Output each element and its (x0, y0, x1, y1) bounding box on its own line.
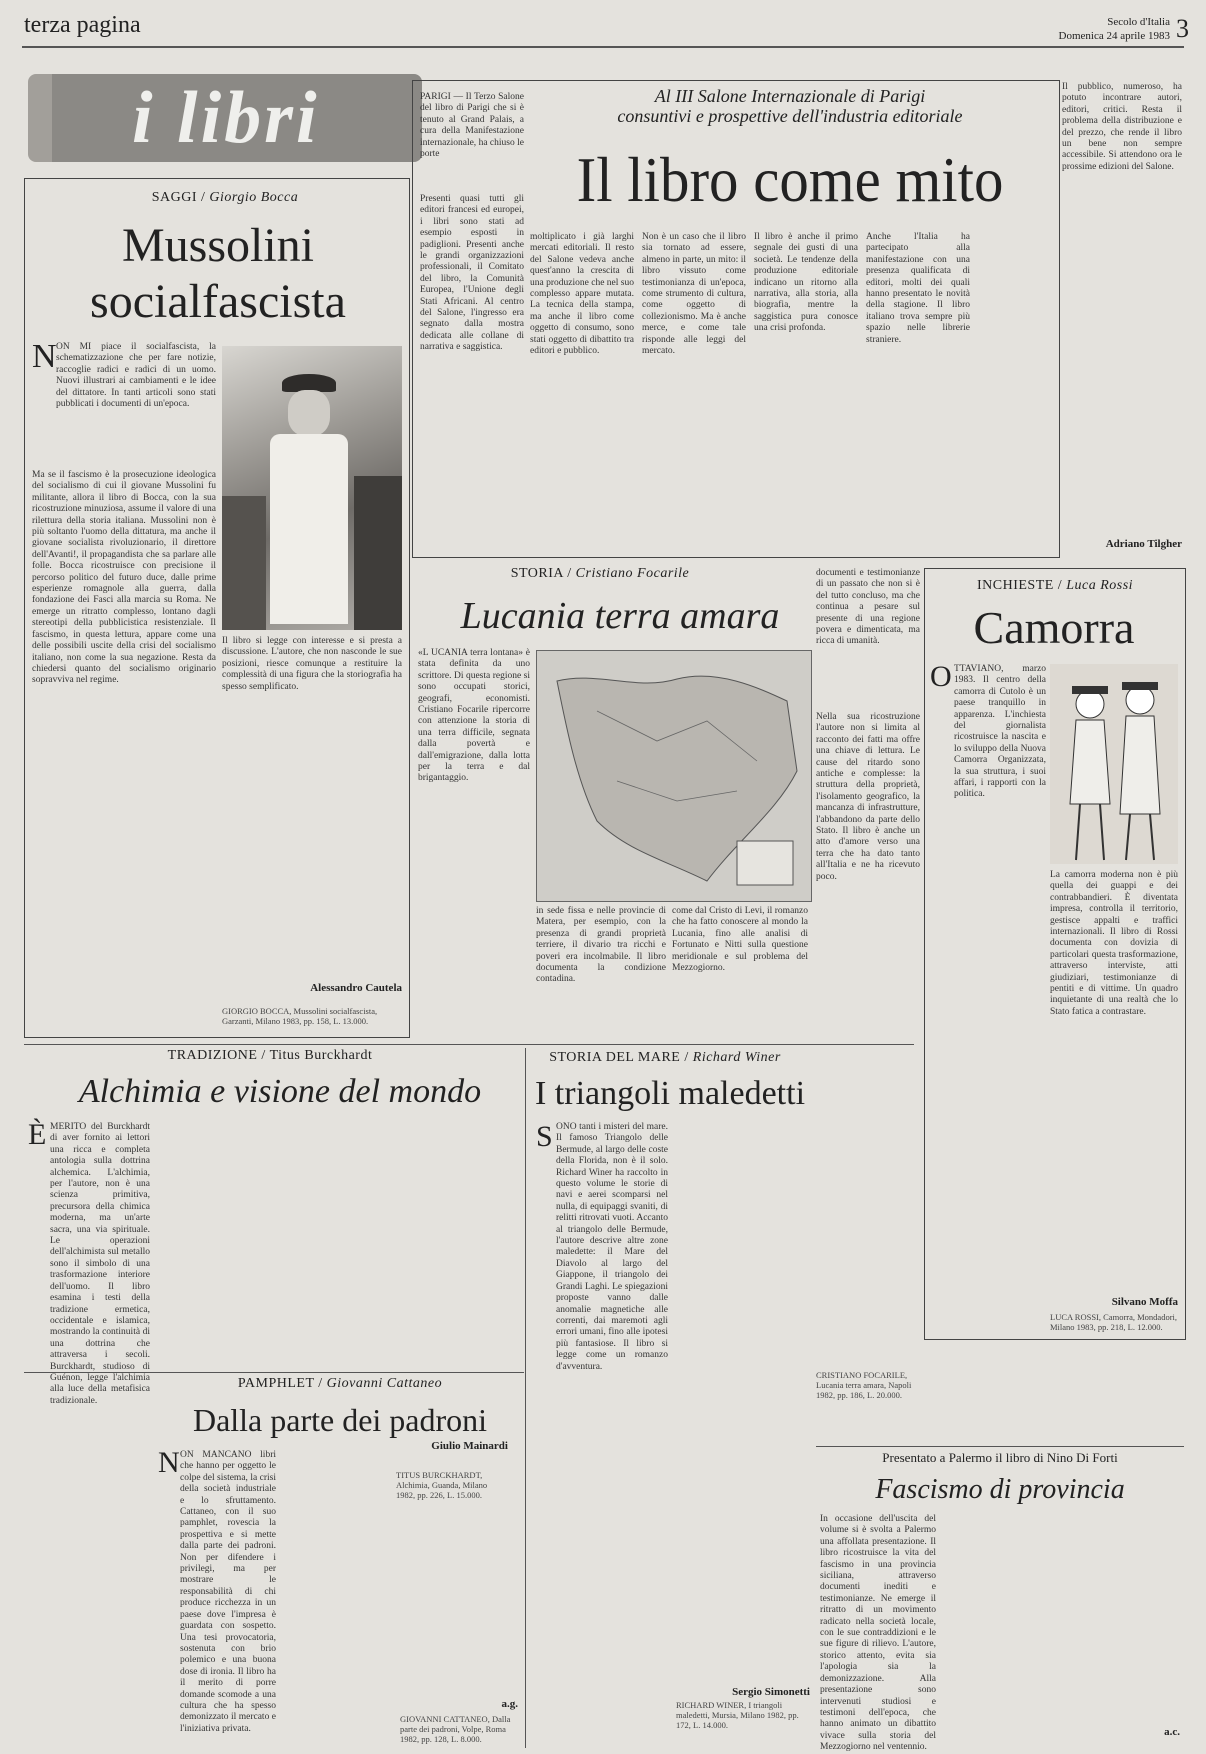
alchimia-body: MERITO del Burckhardt di aver fornito ai lettori una ricca e completa antologia sulla dottrina alchemica. L'alchimia, per l'autore, non è una scienza primitiva, precursora della chimica moderna, ma un'arte sacra, una via spirituale. Le operazioni dell'alchimista sul metallo sono il simbolo di una trasformazione interiore dell'uomo. Il libro esamina i testi della tradizione ermetica, occidentale e islamica, mostrando la continuità di una dottrina che attraversa i secoli. Burckhardt, studioso di Guénon, legge l'alchimia alla luce della metafisica tradizionale. (50, 1122, 150, 1406)
fascismo-signature: a.c. (1164, 1726, 1180, 1738)
kicker-author: Luca Rossi (1066, 578, 1134, 593)
kicker-label: PAMPHLET (237, 1376, 315, 1391)
salon-title: Il libro come mito (576, 144, 1004, 215)
lucania-body5: Nella sua ricostruzione l'autore non si limita al racconto dei fatti ma offre una chiave di lettura. Le cause del ritardo sono antiche e complesse: la struttura della proprietà, l'isolamento geografico, la mancanza di infrastrutture, l'abbandono da parte dello Stato. Il libro è anche un atto d'amore verso una terra che ha dato tanto all'Italia e ne ha ricevuto poco. (816, 712, 920, 882)
fascismo-rule (816, 1446, 1184, 1447)
alchimia-dropcap: È (28, 1118, 47, 1151)
lucania-title: Lucania terra amara (460, 595, 780, 637)
salon-dateline: PARIGI — Il Terzo Salone del libro di Parigi che si è tenuto al Grand Palais, a cura della Manifestazione internazionale, ha chiuso le porte (420, 92, 524, 160)
paper-name: Secolo d'Italia (1107, 16, 1170, 28)
salon-col2: moltiplicato i già larghi mercati editoriali. Il resto del Salone vedeva anche quest'anno la crescita di una produzione che nel suo complesso appare mutata. La tecnica della stampa, ma anche il libro come oggetto di consumo, sono stati oggetto di dibattito tra editori e pubblico. (530, 232, 634, 357)
pamphlet-kicker: PAMPHLET / Giovanni Cattaneo (237, 1376, 443, 1391)
salon-col6: Il pubblico, numeroso, ha potuto incontrare autori, editori, critici. Resta il problema della distribuzione e del prezzo, che rende il libro un bene non sempre accessibile. Si attendono ora le prossime edizioni del Salone. (1062, 82, 1182, 172)
fascismo-col3 (1064, 1514, 1180, 1724)
camorra-dropcap: O (930, 660, 952, 693)
pamphlet-rule (24, 1372, 524, 1373)
books-logo (28, 74, 422, 162)
pamphlet-signature: a.g. (501, 1698, 518, 1710)
page-number: 3 (1176, 14, 1189, 43)
pamphlet-title: Dalla parte dei padroni (192, 1402, 488, 1438)
pamphlet-col1 (30, 1400, 150, 1740)
triangoli-bibliography: RICHARD WINER, I triangoli maledetti, Mursia, Milano 1982, pp. 172, L. 14.000. (676, 1700, 799, 1730)
triangoli-title: I triangoli maledetti (534, 1075, 806, 1112)
salon-col3: Non è un caso che il libro sia tornato ad essere, almeno in parte, un mito: il libro vissuto come testimonianza di un'epoca, come strumento di cultura, come oggetto di collezionismo. Ma è anche merce, e come tale risponde alle leggi del mercato. (642, 232, 746, 357)
kicker-author: Cristiano Focarile (575, 566, 690, 581)
kicker-label: INCHIESTE (976, 578, 1054, 593)
camorra-signature: Silvano Moffa (1111, 1296, 1178, 1308)
kicker-author: Giovanni Cattaneo (326, 1376, 443, 1391)
triangoli-body: ONO tanti i misteri del mare. Il famoso Triangolo delle Bermude, al largo delle coste della Florida, non è il solo. Richard Winer ha raccolto in questo volume le storie di navi e aerei scomparsi nel nulla, di equipaggi svaniti, di relitti ritrovati vuoti. Accanto al triangolo delle Bermude, l'autore descrive altre zone maledette: il Mare del Diavolo al largo del Giappone, il triangolo dei Grandi Laghi. Le spiegazioni proposte vanno dalle anomalie magnetiche alle correnti, dai maremoti agli errori umani, fino alle ipotesi più fantasiose. Il libro si legge come un romanzo d'avventura. (556, 1122, 668, 1372)
kicker-author: Giorgio Bocca (209, 190, 299, 205)
kicker-label: STORIA DEL MARE (549, 1050, 681, 1065)
salon-signature: Adriano Tilgher (1105, 538, 1182, 550)
mussolini-dropcap: N (32, 338, 57, 375)
camorra-body2: La camorra moderna non è più quella dei guappi e dei contrabbandieri. È diventata impresa, controlla il territorio, gestisce appalti e traffici internazionali. Il libro di Rossi documenta con dovizia di particolari questa trasformazione, attraverso interviste, atti giudiziari, testimonianze di pentiti e di vittime. Un quadro inquietante di una realtà che lo Stato fatica a contrastare. (1050, 870, 1178, 1017)
salon-kicker (540, 86, 1040, 126)
mussolini-body2: Il libro si legge con interesse e si presta a discussione. L'autore, che non nasconde le sue posizioni, riesce comunque a restituire la complessità di una figura che la storiografia ha spesso semplificato. (222, 636, 402, 692)
salon-col5: Anche l'Italia ha partecipato alla manifestazione con una presenza qualificata di editori, molti dei quali hanno presentato le novità della stagione. Il libro italiano trova sempre più spazio nelle librerie straniere. (866, 232, 970, 345)
mussolini-photo (222, 346, 402, 630)
lucania-body4: documenti e testimonianze di un passato che non si è del tutto concluso, ma che continua a pesare sul presente di una regione povera e dimenticata, ma ricca di umanità. (816, 568, 920, 647)
alchimia-bibliography: TITUS BURCKHARDT, Alchimia, Guanda, Milano 1982, pp. 226, L. 15.000. (396, 1470, 488, 1500)
lucania-body1: «L UCANIA terra lontana» è stata definita da uno scrittore. Di questa regione si sono occupati storici, geografi, economisti. Cristiano Focarile ripercorre con attenzione la storia di una terra difficile, segnata dalla povertà e dall'emigrazione, dalla lotta per la terra e dal brigantaggio. (418, 648, 530, 784)
kicker-label: STORIA (510, 566, 564, 581)
camorra-title: Camorra (973, 602, 1135, 653)
kicker-label: TRADIZIONE (167, 1048, 258, 1063)
pamphlet-col3 (282, 1450, 394, 1740)
alchimia-signature: Giulio Mainardi (431, 1440, 508, 1452)
kicker-author: Titus Burckhardt (269, 1048, 373, 1063)
mussolini-title-line2: socialfascista (90, 275, 346, 328)
pamphlet-dropcap: N (158, 1446, 180, 1479)
mussolini-kicker: SAGGI / Giorgio Bocca (151, 190, 299, 205)
lucania-body2: in sede fissa e nelle provincie di Matera, per esempio, con la presenza di grandi proprietà terriere, il divario tra ricchi e poveri era incolmabile. Il libro documenta la condizione contadina. (536, 906, 666, 985)
alchimia-kicker: TRADIZIONE / Titus Burckhardt (167, 1048, 373, 1063)
lucania-bibliography: CRISTIANO FOCARILE, Lucania terra amara, Napoli 1982, pp. 186, L. 20.000. (816, 1370, 912, 1400)
camorra-body1: TTAVIANO, marzo 1983. Il centro della camorra di Cutolo è un paese tranquillo in apparenza. L'inchiesta del giornalista ricostruisce la nascita e lo sviluppo della Nuova Camorra Organizzata, la sua struttura, i suoi affari, i rapporti con la politica. (954, 664, 1046, 800)
section-label: terza pagina (24, 12, 141, 38)
camorra-kicker: INCHIESTE / Luca Rossi (976, 578, 1134, 593)
fascismo-kicker: Presentato a Palermo il libro di Nino Di Forti (882, 1450, 1118, 1465)
triangoli-signature: Sergio Simonetti (732, 1686, 810, 1698)
mussolini-signature: Alessandro Cautela (310, 982, 402, 994)
issue-date: Domenica 24 aprile 1983 (1058, 30, 1170, 42)
fascismo-body: In occasione dell'uscita del volume si è svolta a Palermo una affollata presentazione. Il libro ricostruisce la vita del fascismo in una provincia siciliana, attraverso documenti inediti e testimonianze. Ne emerge il ritratto di un movimento radicato nella società locale, con le sue contraddizioni e le sue figure di rilievo. L'autore, storico attento, evita sia l'apologia sia la demonizzazione. Alla presentazione sono intervenuti studiosi e testimoni dell'epoca, che hanno animato un dibattito vivace sulla storia del Mezzogiorno nel ventennio. (820, 1514, 936, 1753)
books-logo-text: i libri (132, 77, 320, 159)
camorra-bibliography: LUCA ROSSI, Camorra, Mondadori, Milano 1983, pp. 218, L. 12.000. (1050, 1312, 1178, 1332)
map-drawing (537, 651, 811, 901)
camorra-illustration (1050, 664, 1178, 864)
mussolini-intro: ON MI piace il socialfascista, la schematizzazione che per fare notizie, raccoglie radici e radici di un uomo. Nuovi illustrari ai cambiamenti e le idee del dittatore. In tanti articoli sono stati pubblicati i documenti di un'epoca. (56, 342, 216, 410)
triangoli-kicker: STORIA DEL MARE / Richard Winer (549, 1050, 781, 1065)
triangoli-col2 (676, 1122, 810, 1682)
lucania-body3: come dal Cristo di Levi, il romanzo che ha fatto conoscere al mondo la Lucania, fino alle analisi di Fortunato e Nitti sulla questione meridionale e sul problema del Mezzogiorno. (672, 906, 808, 974)
pamphlet-body: ON MANCANO libri che hanno per oggetto le colpe del sistema, la crisi della società industriale e lo sfruttamento. Cattaneo, con il suo pamphlet, rovescia la prospettiva e si mette dalla parte dei padroni. Non per difendere i privilegi, ma per mostrare le responsabilità di chi produce ricchezza in un paese dove l'impresa è guardata con sospetto. Una tesi provocatoria, sostenuta con brio polemico e una buona dose di ironia. Il libro ha il merito di porre domande scomode a una cultura che ha spesso demonizzato il mercato e l'iniziativa privata. (180, 1450, 276, 1734)
mussolini-bibliography: GIORGIO BOCCA, Mussolini socialfascista, Garzanti, Milano 1983, pp. 158, L. 13.000. (222, 1006, 378, 1026)
triangoli-dropcap: S (536, 1120, 553, 1153)
mussolini-body: Ma se il fascismo è la prosecuzione ideologica del socialismo di cui il giovane Mussolini fu militante, allora il libro di Bocca, con la sua ricostruzione minuziosa, assume il valore di una rilettura della storia italiana. Mussolini non è più soltanto l'uomo della dittatura, ma anche il giovane socialista rivoluzionario, il direttore dell'Avanti!, il propagandista che sa parlare alle folle. Bocca ricostruisce con precisione il percorso politico del futuro duce, dalle prime esperienze romagnole alla guerra, dalla fondazione dei Fasci alla marcia su Roma. Ne emerge un ritratto complesso, lontano dagli stereotipi della pubblicistica resistenziale. Il fascismo, in questa lettura, appare come una delle possibili uscite della crisi del socialismo italiano, non come la sua negazione. Resta da chiedersi quanto del socialismo originario sopravviva nel regime. (32, 470, 216, 686)
salon-col5b (978, 232, 1054, 548)
salon-kicker-line1: Al III Salone Internazionale di Parigi (654, 86, 926, 106)
salon-kicker-line2: consuntivi e prospettive dell'industria editoriale (617, 106, 963, 126)
kicker-label: SAGGI (151, 190, 198, 205)
mussolini-title (30, 218, 406, 330)
pamphlet-bibliography: GIOVANNI CATTANEO, Dalla parte dei padroni, Volpe, Roma 1982, pp. 128, L. 8.000. (400, 1714, 511, 1744)
fascismo-title: Fascismo di provincia (875, 1474, 1125, 1505)
fascismo-col2 (942, 1514, 1058, 1740)
lucania-kicker: STORIA / Cristiano Focarile (510, 566, 690, 581)
kicker-author: Richard Winer (692, 1050, 781, 1065)
mid-rule (24, 1044, 914, 1045)
alchimia-title: Alchimia e visione del mondo (78, 1073, 482, 1110)
lucania-map (536, 650, 812, 902)
salon-col1: Presenti quasi tutti gli editori francesi ed europei, i libri sono stati ad esempio esposti in padiglioni. Presenti anche le grandi organizzazioni professionali, il Comitato del libro, la Comunità Europea, l'Unione degli Stati Africani. Al centro del Salone, l'ingresso era segnato dalla mostra dedicata alle collane di narrativa e saggistica. (420, 194, 524, 353)
illustration-drawing (1050, 664, 1178, 864)
salon-col4: Il libro è anche il primo segnale dei gusti di una società. Le tendenze della produzione editoriale indicano un ritorno alla narrativa, alla storia, alla biografia, mentre la saggistica pura conosce una crisi profonda. (754, 232, 858, 334)
mussolini-title-line1: Mussolini (121, 219, 315, 272)
header-rule (22, 46, 1184, 48)
